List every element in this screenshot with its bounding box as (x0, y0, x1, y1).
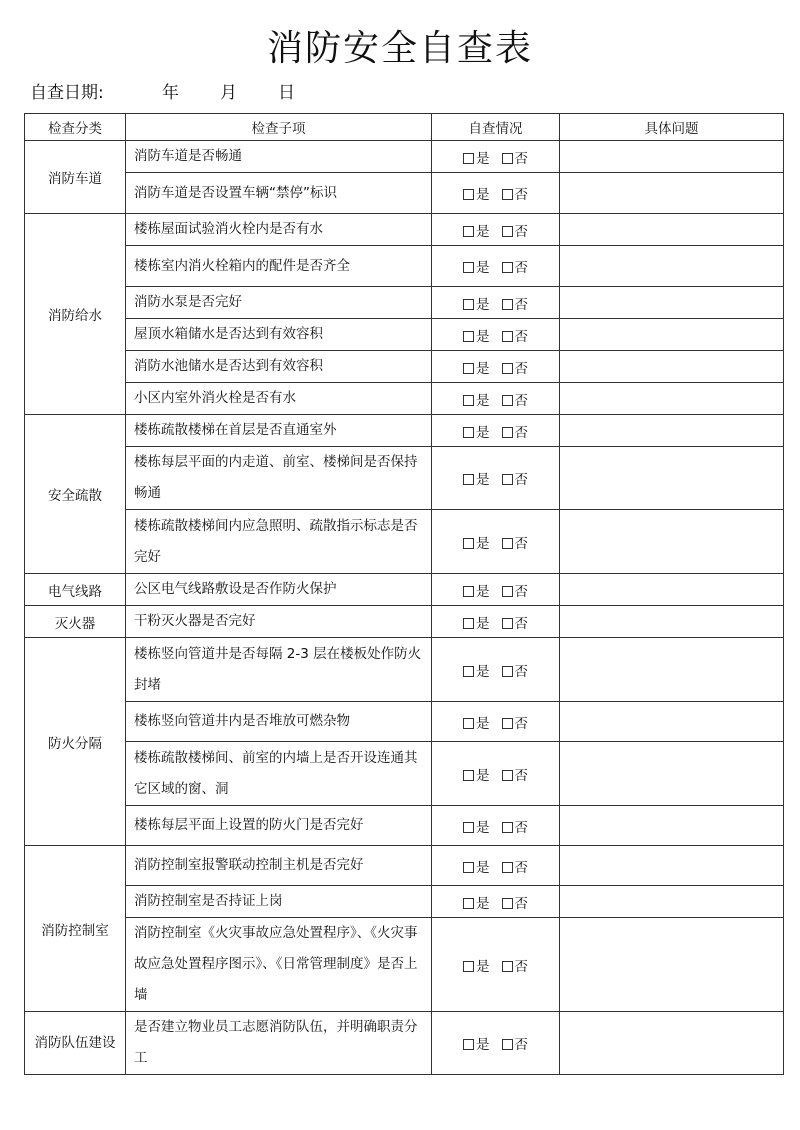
issue-cell[interactable] (560, 606, 784, 638)
checkbox-icon[interactable] (502, 363, 513, 374)
issue-cell[interactable] (560, 806, 784, 846)
check-item-cell: 楼栋每层平面的内走道、前室、楼梯间是否保持畅通 (126, 447, 432, 510)
table-row (25, 846, 784, 886)
status-option-label: 是 (476, 150, 490, 167)
status-option-no[interactable] (502, 147, 529, 167)
checkbox-icon[interactable] (463, 586, 474, 597)
status-option-label: 是 (476, 583, 490, 600)
category-cell: 灭火器 (25, 606, 126, 638)
category-cell: 消防给水 (25, 214, 126, 415)
status-cell (432, 742, 560, 806)
status-option-yes[interactable] (463, 293, 490, 313)
status-option-no[interactable] (502, 421, 529, 441)
status-option-label: 是 (476, 223, 490, 240)
status-cell (432, 415, 560, 447)
status-option-label: 是 (476, 715, 490, 732)
checkbox-icon[interactable] (502, 427, 513, 438)
check-item-cell: 消防控制室是否持证上岗 (126, 886, 432, 918)
checkbox-icon[interactable] (502, 1039, 513, 1050)
status-option-no[interactable] (502, 256, 529, 276)
checkbox-icon[interactable] (463, 153, 474, 164)
checkbox-icon[interactable] (502, 862, 513, 873)
check-item-cell: 消防车道是否畅通 (126, 141, 432, 173)
check-item-cell: 干粉灭火器是否完好 (126, 606, 432, 638)
table-row (25, 638, 784, 702)
status-option-no[interactable] (502, 532, 529, 552)
checkbox-icon[interactable] (502, 618, 513, 629)
status-cell (432, 246, 560, 287)
status-option-no[interactable] (502, 892, 529, 912)
status-cell (432, 806, 560, 846)
table-row (25, 141, 784, 173)
issue-cell[interactable] (560, 415, 784, 447)
status-option-label: 否 (514, 187, 528, 203)
status-option-label: 否 (514, 1037, 528, 1053)
table-row (25, 173, 784, 214)
table-row (25, 214, 784, 246)
check-item-cell: 楼栋每层平面上设置的防火门是否完好 (126, 806, 432, 846)
table-row (25, 702, 784, 742)
issue-cell[interactable] (560, 319, 784, 351)
date-month-label: 月 (220, 83, 237, 103)
status-option-yes[interactable] (463, 660, 490, 680)
checkbox-icon[interactable] (463, 1039, 474, 1050)
checkbox-icon[interactable] (463, 331, 474, 342)
status-option-label: 否 (514, 615, 528, 632)
checkbox-icon[interactable] (502, 331, 513, 342)
status-option-label: 是 (476, 360, 490, 377)
table-row (25, 886, 784, 918)
checkbox-icon[interactable] (502, 474, 513, 485)
status-option-label: 是 (476, 260, 490, 276)
category-cell: 消防队伍建设 (25, 1012, 126, 1075)
check-item-cell: 楼栋疏散楼梯间、前室的内墙上是否开设连通其它区域的窗、洞 (126, 742, 432, 806)
date-label: 自查日期: (30, 83, 104, 103)
status-option-yes[interactable] (463, 580, 490, 600)
status-option-label: 是 (476, 328, 490, 345)
status-option-label: 否 (514, 223, 528, 240)
check-item-cell: 楼栋疏散楼梯间内应急照明、疏散指示标志是否完好 (126, 510, 432, 574)
status-option-yes[interactable] (463, 955, 490, 975)
status-cell (432, 447, 560, 510)
status-option-no[interactable] (502, 389, 529, 409)
checkbox-icon[interactable] (502, 770, 513, 781)
status-option-yes[interactable] (463, 357, 490, 377)
checkbox-icon[interactable] (463, 395, 474, 406)
status-option-no[interactable] (502, 955, 529, 975)
status-cell (432, 918, 560, 1012)
status-option-no[interactable] (502, 580, 529, 600)
table-row (25, 415, 784, 447)
checkbox-icon[interactable] (463, 474, 474, 485)
status-option-yes[interactable] (463, 147, 490, 167)
issue-cell[interactable] (560, 447, 784, 510)
status-option-label: 否 (514, 150, 528, 167)
checkbox-icon[interactable] (463, 427, 474, 438)
status-option-label: 是 (476, 895, 490, 912)
status-option-label: 否 (514, 715, 528, 732)
table-header-row (25, 114, 784, 141)
status-option-yes[interactable] (463, 220, 490, 240)
status-option-no[interactable] (502, 220, 529, 240)
status-option-label: 是 (476, 767, 490, 784)
status-option-no[interactable] (502, 764, 529, 784)
table-row (25, 806, 784, 846)
status-option-label: 否 (514, 819, 528, 836)
status-option-label: 否 (514, 767, 528, 784)
status-option-label: 是 (476, 819, 490, 836)
status-option-yes[interactable] (463, 892, 490, 912)
status-cell (432, 638, 560, 702)
status-option-label: 否 (514, 535, 528, 552)
issue-cell[interactable] (560, 886, 784, 918)
status-option-yes[interactable] (463, 532, 490, 552)
category-cell: 防火分隔 (25, 638, 126, 846)
status-option-yes[interactable] (463, 856, 490, 876)
header-category: 检查分类 (25, 114, 126, 141)
status-cell (432, 351, 560, 383)
checkbox-icon[interactable] (502, 299, 513, 310)
status-option-label: 是 (476, 615, 490, 632)
issue-cell[interactable] (560, 846, 784, 886)
status-option-yes[interactable] (463, 421, 490, 441)
status-cell (432, 141, 560, 173)
date-day-label: 日 (278, 83, 295, 103)
status-option-yes[interactable] (463, 612, 490, 632)
checkbox-icon[interactable] (502, 586, 513, 597)
status-option-no[interactable] (502, 357, 529, 377)
issue-cell[interactable] (560, 141, 784, 173)
checkbox-icon[interactable] (463, 770, 474, 781)
status-option-no[interactable] (502, 712, 529, 732)
status-option-no[interactable] (502, 1033, 529, 1053)
status-option-label: 是 (476, 958, 490, 975)
issue-cell[interactable] (560, 246, 784, 287)
check-item-cell: 屋顶水箱储水是否达到有效容积 (126, 319, 432, 351)
inspection-table (24, 113, 784, 1075)
issue-cell[interactable] (560, 214, 784, 246)
checkbox-icon[interactable] (502, 538, 513, 549)
checkbox-icon[interactable] (502, 961, 513, 972)
checkbox-icon[interactable] (463, 618, 474, 629)
table-body (25, 141, 784, 1075)
header-issue: 具体问题 (560, 114, 784, 141)
checkbox-icon[interactable] (463, 822, 474, 833)
check-item-cell: 楼栋屋面试验消火栓内是否有水 (126, 214, 432, 246)
table-row (25, 510, 784, 574)
status-option-label: 是 (476, 472, 490, 488)
category-cell: 安全疏散 (25, 415, 126, 574)
table-row (25, 287, 784, 319)
status-option-label: 否 (514, 328, 528, 345)
table-row (25, 574, 784, 606)
status-option-yes[interactable] (463, 1033, 490, 1053)
check-item-cell: 楼栋室内消火栓箱内的配件是否齐全 (126, 246, 432, 287)
issue-cell[interactable] (560, 351, 784, 383)
inspection-date-line (30, 80, 770, 106)
status-option-no[interactable] (502, 468, 529, 488)
table-row (25, 383, 784, 415)
status-option-label: 否 (514, 296, 528, 313)
checkbox-icon[interactable] (502, 395, 513, 406)
status-option-label: 是 (476, 859, 490, 876)
category-cell: 消防车道 (25, 141, 126, 214)
issue-cell[interactable] (560, 287, 784, 319)
status-cell (432, 319, 560, 351)
check-item-cell: 消防控制室《火灾事故应急处置程序》、《火灾事故应急处置程序图示》、《日常管理制度》是否上墙 (126, 918, 432, 1012)
check-item-cell: 消防控制室报警联动控制主机是否完好 (126, 846, 432, 886)
checkbox-icon[interactable] (463, 262, 474, 273)
status-option-no[interactable] (502, 325, 529, 345)
status-option-label: 否 (514, 958, 528, 975)
check-item-cell: 消防水泵是否完好 (126, 287, 432, 319)
check-item-cell: 楼栋竖向管道井内是否堆放可燃杂物 (126, 702, 432, 742)
status-option-label: 否 (514, 895, 528, 912)
status-option-label: 是 (476, 1037, 490, 1053)
status-option-yes[interactable] (463, 183, 490, 203)
checkbox-icon[interactable] (502, 226, 513, 237)
issue-cell[interactable] (560, 1012, 784, 1075)
status-option-label: 否 (514, 360, 528, 377)
status-cell (432, 383, 560, 415)
status-option-yes[interactable] (463, 468, 490, 488)
issue-cell[interactable] (560, 510, 784, 574)
status-option-label: 否 (514, 859, 528, 876)
header-item: 检查子项 (126, 114, 432, 141)
status-cell (432, 702, 560, 742)
status-option-yes[interactable] (463, 325, 490, 345)
status-option-no[interactable] (502, 856, 529, 876)
check-item-cell: 小区内室外消火栓是否有水 (126, 383, 432, 415)
checkbox-icon[interactable] (463, 189, 474, 200)
check-item-cell: 楼栋疏散楼梯在首层是否直通室外 (126, 415, 432, 447)
checkbox-icon[interactable] (502, 822, 513, 833)
status-option-label: 否 (514, 424, 528, 441)
status-option-label: 否 (514, 260, 528, 276)
status-cell (432, 510, 560, 574)
status-option-yes[interactable] (463, 712, 490, 732)
header-status: 自查情况 (432, 114, 560, 141)
issue-cell[interactable] (560, 702, 784, 742)
checkbox-icon[interactable] (502, 153, 513, 164)
checkbox-icon[interactable] (463, 961, 474, 972)
issue-cell[interactable] (560, 383, 784, 415)
status-option-no[interactable] (502, 293, 529, 313)
checkbox-icon[interactable] (463, 666, 474, 677)
status-option-yes[interactable] (463, 764, 490, 784)
checkbox-icon[interactable] (463, 226, 474, 237)
status-option-label: 是 (476, 187, 490, 203)
check-item-cell: 楼栋竖向管道井是否每隔 2-3 层在楼板处作防火封堵 (126, 638, 432, 702)
checkbox-icon[interactable] (463, 898, 474, 909)
status-option-label: 否 (514, 663, 528, 680)
status-cell (432, 606, 560, 638)
table-row (25, 246, 784, 287)
status-option-label: 是 (476, 392, 490, 409)
status-option-label: 否 (514, 583, 528, 600)
status-option-yes[interactable] (463, 816, 490, 836)
table-row (25, 918, 784, 1012)
checkbox-icon[interactable] (463, 538, 474, 549)
status-option-no[interactable] (502, 816, 529, 836)
status-option-label: 是 (476, 663, 490, 680)
issue-cell[interactable] (560, 574, 784, 606)
table-row (25, 447, 784, 510)
status-option-no[interactable] (502, 183, 529, 203)
status-option-label: 否 (514, 472, 528, 488)
check-item-cell: 公区电气线路敷设是否作防火保护 (126, 574, 432, 606)
status-cell (432, 1012, 560, 1075)
status-option-label: 是 (476, 535, 490, 552)
table-row (25, 742, 784, 806)
issue-cell[interactable] (560, 638, 784, 702)
check-item-cell: 消防水池储水是否达到有效容积 (126, 351, 432, 383)
category-cell: 消防控制室 (25, 846, 126, 1012)
checkbox-icon[interactable] (463, 862, 474, 873)
status-option-no[interactable] (502, 612, 529, 632)
status-option-label: 是 (476, 424, 490, 441)
issue-cell[interactable] (560, 918, 784, 1012)
status-cell (432, 287, 560, 319)
page-title: 消防安全自查表 (266, 28, 533, 69)
check-item-cell: 是否建立物业员工志愿消防队伍，并明确职责分工 (126, 1012, 432, 1075)
table-row (25, 606, 784, 638)
checkbox-icon[interactable] (502, 666, 513, 677)
checkbox-icon[interactable] (502, 189, 513, 200)
issue-cell[interactable] (560, 173, 784, 214)
status-cell (432, 846, 560, 886)
status-option-label: 否 (514, 392, 528, 409)
status-cell (432, 173, 560, 214)
checkbox-icon[interactable] (463, 718, 474, 729)
checkbox-icon[interactable] (463, 299, 474, 310)
status-cell (432, 574, 560, 606)
checkbox-icon[interactable] (502, 262, 513, 273)
status-option-label: 是 (476, 296, 490, 313)
checkbox-icon[interactable] (502, 718, 513, 729)
table-row (25, 319, 784, 351)
status-option-yes[interactable] (463, 256, 490, 276)
category-cell: 电气线路 (25, 574, 126, 606)
date-year-label: 年 (162, 83, 179, 103)
table-row (25, 1012, 784, 1075)
check-item-cell: 消防车道是否设置车辆“禁停”标识 (126, 173, 432, 214)
issue-cell[interactable] (560, 742, 784, 806)
status-option-no[interactable] (502, 660, 529, 680)
status-cell (432, 214, 560, 246)
table-row (25, 351, 784, 383)
status-option-yes[interactable] (463, 389, 490, 409)
status-cell (432, 886, 560, 918)
checkbox-icon[interactable] (502, 898, 513, 909)
checkbox-icon[interactable] (463, 363, 474, 374)
